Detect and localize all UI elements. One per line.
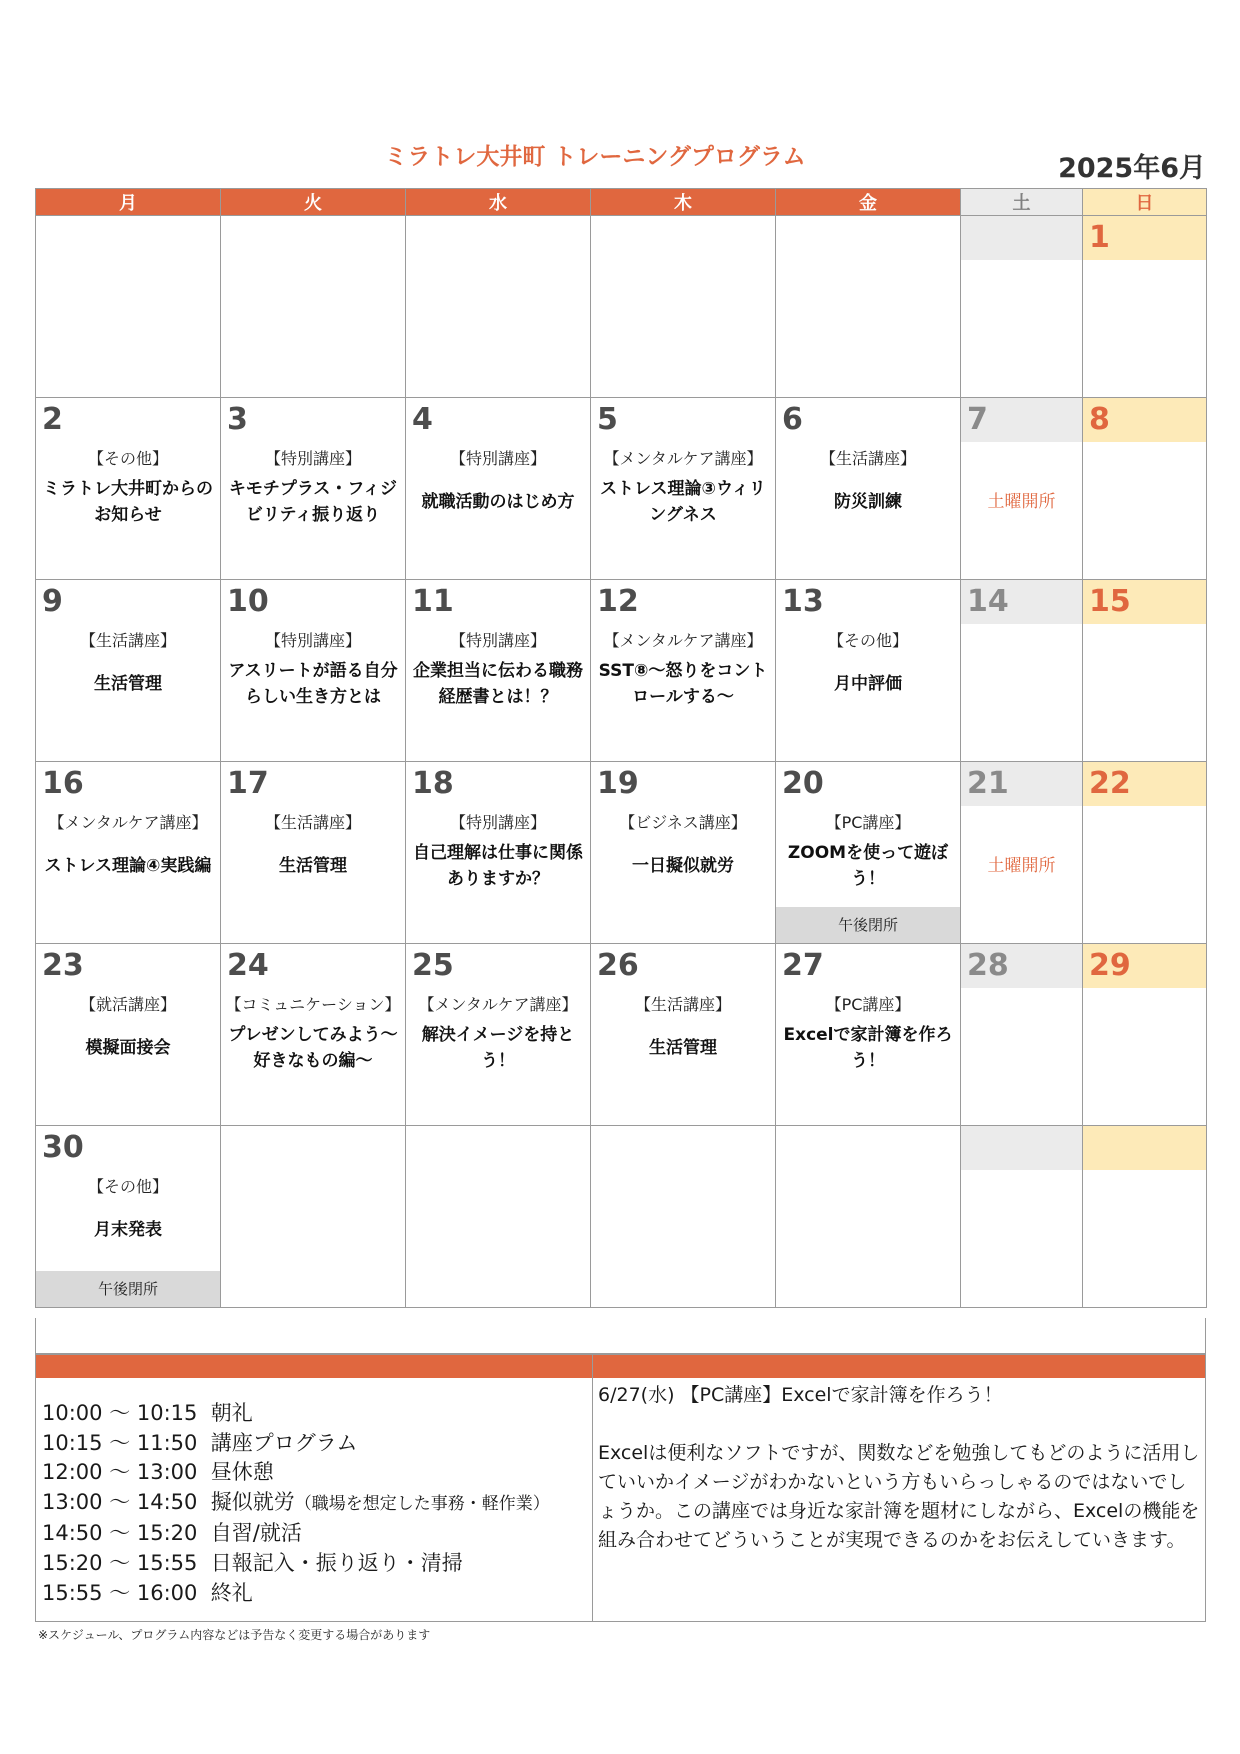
empty-day-cell — [961, 1126, 1083, 1308]
date-number: 22 — [1083, 762, 1206, 806]
info-panel — [35, 1354, 1206, 1622]
day-cell-8 — [1083, 398, 1207, 580]
empty-day-cell — [406, 216, 591, 398]
empty-day-cell — [221, 216, 406, 398]
date-number: 17 — [227, 766, 269, 801]
saturday-open-note: 土曜開所 — [987, 856, 1056, 876]
day-cell-21 — [961, 762, 1083, 944]
lecture-category: 【生活講座】 — [264, 813, 361, 832]
lecture-category: 【生活講座】 — [819, 449, 916, 468]
day-cell-7 — [961, 398, 1083, 580]
date-number: 23 — [42, 948, 84, 983]
lecture-category: 【特別講座】 — [449, 813, 546, 832]
day-cell-28 — [961, 944, 1083, 1126]
weekday-fri: 金 — [776, 189, 961, 216]
day-cell-17 — [221, 762, 406, 944]
lecture-title: SST⑧～怒りをコントロールする～ — [598, 661, 768, 707]
empty-day-cell — [776, 1126, 961, 1308]
empty-day-cell — [961, 216, 1083, 398]
schedule-row — [42, 1579, 550, 1609]
afternoon-closed-band: 午後閉所 — [36, 1271, 220, 1307]
date-number: 8 — [1083, 398, 1206, 442]
weekday-wed: 水 — [406, 189, 591, 216]
lecture-category: 【PC講座】 — [825, 813, 911, 832]
schedule-note: （職場を想定した事務・軽作業） — [294, 1493, 550, 1514]
schedule-time: 14:50 ～ 15:20 — [42, 1521, 198, 1546]
day-cell-18 — [406, 762, 591, 944]
lecture-title: 企業担当に伝わる職務経歴書とは！？ — [413, 661, 583, 707]
lecture-category: 【メンタルケア講座】 — [418, 995, 578, 1014]
date-number: 30 — [42, 1130, 84, 1165]
day-cell-10 — [221, 580, 406, 762]
date-number: 24 — [227, 948, 269, 983]
weekday-thu: 木 — [591, 189, 776, 216]
date-number: 13 — [782, 584, 824, 619]
date-number: 14 — [961, 580, 1082, 624]
date-number: 15 — [1083, 580, 1206, 624]
lecture-category: 【特別講座】 — [449, 631, 546, 650]
daily-schedule — [42, 1399, 550, 1608]
feature-heading: 6/27(水) 【PC講座】Excelで家計簿を作ろう！ — [598, 1384, 1003, 1406]
schedule-time: 13:00 ～ 14:50 — [42, 1489, 198, 1514]
date-number: 7 — [961, 398, 1082, 442]
lecture-title: 生活管理 — [94, 674, 162, 694]
calendar-table — [35, 188, 1207, 1308]
lecture-category: 【その他】 — [87, 1177, 168, 1196]
date-number: 1 — [1083, 216, 1206, 260]
date-band — [1083, 1126, 1206, 1170]
weekday-tue: 火 — [221, 189, 406, 216]
date-number: 11 — [412, 584, 454, 619]
date-number: 4 — [412, 402, 433, 437]
date-number: 27 — [782, 948, 824, 983]
date-number: 10 — [227, 584, 269, 619]
lecture-title: キモチプラス・フィジビリティ振り返り — [228, 479, 398, 525]
day-cell-15 — [1083, 580, 1207, 762]
schedule-time: 15:20 ～ 15:55 — [42, 1550, 198, 1575]
date-number: 16 — [42, 766, 84, 801]
date-number: 12 — [597, 584, 639, 619]
week-row — [36, 762, 1207, 944]
empty-day-cell — [776, 216, 961, 398]
empty-day-cell — [591, 1126, 776, 1308]
lecture-category: 【特別講座】 — [264, 631, 361, 650]
lecture-category: 【その他】 — [827, 631, 908, 650]
day-cell-4 — [406, 398, 591, 580]
schedule-item: 講座プログラム — [210, 1430, 358, 1455]
lecture-category: 【特別講座】 — [449, 449, 546, 468]
day-cell-20 — [776, 762, 961, 944]
day-cell-23 — [36, 944, 221, 1126]
schedule-row — [42, 1549, 550, 1579]
lecture-category: 【生活講座】 — [634, 995, 731, 1014]
lecture-title: ストレス理論④実践編 — [44, 856, 212, 876]
schedule-time: 12:00 ～ 13:00 — [42, 1460, 198, 1485]
date-band — [961, 216, 1082, 260]
date-number: 19 — [597, 766, 639, 801]
weekday-sat: 土 — [961, 189, 1083, 216]
day-cell-22 — [1083, 762, 1207, 944]
lecture-title: 生活管理 — [279, 856, 347, 876]
empty-day-cell — [221, 1126, 406, 1308]
lecture-title: 月末発表 — [94, 1220, 162, 1240]
saturday-open-note: 土曜開所 — [987, 492, 1056, 512]
date-number: 2 — [42, 402, 63, 437]
lecture-category: 【その他】 — [87, 449, 168, 468]
lecture-title: ZOOMを使って遊ぼう！ — [787, 843, 949, 889]
weekday-sun: 日 — [1083, 189, 1207, 216]
lecture-title: 防災訓練 — [834, 492, 902, 512]
page-title: ミラトレ大井町 トレーニングプログラム — [384, 144, 806, 170]
lecture-title: プレゼンしてみよう～好きなもの編～ — [228, 1025, 398, 1071]
schedule-item: 自習/就活 — [210, 1521, 302, 1546]
afternoon-closed-band: 午後閉所 — [776, 907, 960, 943]
day-cell-5 — [591, 398, 776, 580]
day-cell-1 — [1083, 216, 1207, 398]
day-cell-2 — [36, 398, 221, 580]
date-number: 25 — [412, 948, 454, 983]
lecture-category: 【メンタルケア講座】 — [603, 631, 763, 650]
lecture-category: 【就活講座】 — [79, 995, 176, 1014]
day-cell-25 — [406, 944, 591, 1126]
week-row — [36, 944, 1207, 1126]
lecture-category: 【生活講座】 — [79, 631, 176, 650]
schedule-time: 15:55 ～ 16:00 — [42, 1580, 198, 1605]
day-cell-29 — [1083, 944, 1207, 1126]
day-cell-11 — [406, 580, 591, 762]
accent-bar — [36, 1355, 1205, 1378]
lecture-title: 自己理解は仕事に関係ありますか？ — [413, 843, 583, 889]
schedule-item: 擬似就労 — [210, 1489, 295, 1514]
schedule-row — [42, 1488, 550, 1520]
week-row — [36, 1126, 1207, 1308]
date-number: 6 — [782, 402, 803, 437]
schedule-item: 朝礼 — [210, 1401, 253, 1425]
schedule-row — [42, 1429, 550, 1459]
day-cell-13 — [776, 580, 961, 762]
lecture-title: 生活管理 — [649, 1038, 717, 1058]
weekday-mon: 月 — [36, 189, 221, 216]
month-label: 2025年6月 — [1058, 153, 1206, 184]
feature-description — [598, 1381, 1203, 1555]
lecture-category: 【メンタルケア講座】 — [48, 813, 208, 832]
panel-divider — [592, 1355, 593, 1621]
empty-day-cell — [1083, 1126, 1207, 1308]
date-number: 28 — [961, 944, 1082, 988]
lecture-title: 月中評価 — [834, 674, 902, 694]
day-cell-14 — [961, 580, 1083, 762]
date-number: 21 — [961, 762, 1082, 806]
date-number: 18 — [412, 766, 454, 801]
day-cell-9 — [36, 580, 221, 762]
day-cell-19 — [591, 762, 776, 944]
lecture-title: 模擬面接会 — [85, 1038, 171, 1058]
schedule-row — [42, 1399, 550, 1429]
empty-day-cell — [406, 1126, 591, 1308]
date-number: 9 — [42, 584, 63, 619]
week-row — [36, 580, 1207, 762]
date-number: 29 — [1083, 944, 1206, 988]
weekday-header-row — [36, 189, 1207, 216]
lecture-title: 就職活動のはじめ方 — [421, 492, 575, 512]
day-cell-6 — [776, 398, 961, 580]
lecture-category: 【メンタルケア講座】 — [603, 449, 763, 468]
lecture-title: Excelで家計簿を作ろう！ — [783, 1025, 953, 1071]
schedule-row — [42, 1458, 550, 1488]
feature-body: Excelは便利なソフトですが、関数などを勉強してもどのように活用していいかイメージがわかないという方もいらっしゃるのではないでしょうか。この講座では身近な家計簿を題材にしながら、Excelの機能を組み合わせてどういうことが実現できるのかをお伝えしていきます。 — [598, 1442, 1200, 1551]
date-number: 5 — [597, 402, 618, 437]
lecture-title: 解決イメージを持とう！ — [421, 1025, 575, 1071]
day-cell-12 — [591, 580, 776, 762]
lecture-title: アスリートが語る自分らしい生き方とは — [228, 661, 398, 707]
lecture-category: 【PC講座】 — [825, 995, 911, 1014]
footnote: ※スケジュール、プログラム内容などは予告なく変更する場合があります — [38, 1628, 431, 1642]
lecture-title: ストレス理論③ウィリングネス — [600, 479, 766, 525]
day-cell-24 — [221, 944, 406, 1126]
lecture-category: 【特別講座】 — [264, 449, 361, 468]
schedule-row — [42, 1519, 550, 1549]
schedule-time: 10:15 ～ 11:50 — [42, 1430, 198, 1455]
day-cell-3 — [221, 398, 406, 580]
date-number: 26 — [597, 948, 639, 983]
lecture-category: 【コミュニケーション】 — [225, 995, 401, 1014]
empty-day-cell — [591, 216, 776, 398]
spacer-row — [35, 1318, 1206, 1354]
lecture-category: 【ビジネス講座】 — [619, 813, 747, 832]
lecture-title: 一日擬似就労 — [632, 856, 734, 876]
day-cell-27 — [776, 944, 961, 1126]
week-row — [36, 216, 1207, 398]
lecture-title: ミラトレ大井町からのお知らせ — [43, 479, 213, 525]
schedule-time: 10:00 ～ 10:15 — [42, 1401, 198, 1425]
schedule-item: 終礼 — [210, 1580, 253, 1605]
date-number: 20 — [782, 766, 824, 801]
schedule-item: 昼休憩 — [210, 1460, 274, 1485]
schedule-item: 日報記入・振り返り・清掃 — [210, 1550, 463, 1575]
day-cell-16 — [36, 762, 221, 944]
day-cell-26 — [591, 944, 776, 1126]
empty-day-cell — [36, 216, 221, 398]
date-number: 3 — [227, 402, 248, 437]
date-band — [961, 1126, 1082, 1170]
day-cell-30 — [36, 1126, 221, 1308]
week-row — [36, 398, 1207, 580]
